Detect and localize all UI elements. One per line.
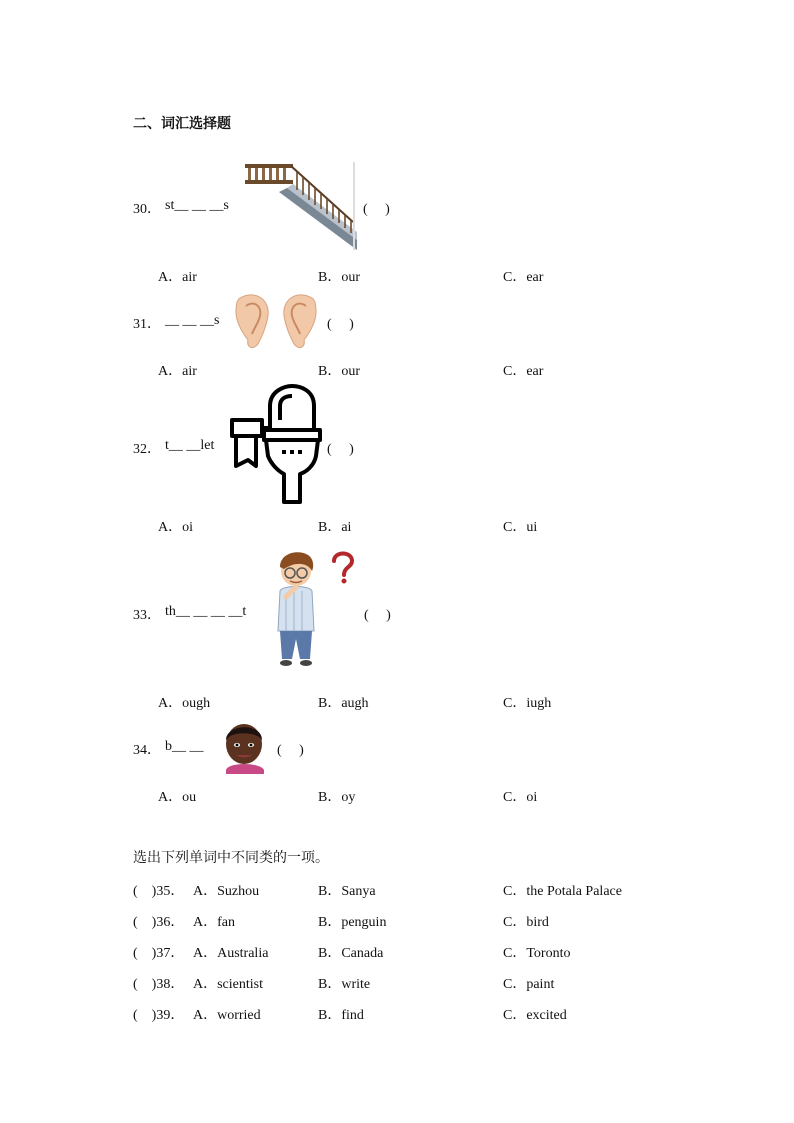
question-stem-30: st__ __ __s	[165, 198, 229, 213]
question-stem-32: t__ __let	[165, 438, 215, 453]
answer-paren-33[interactable]: ( )	[364, 608, 391, 623]
answer-slot-38[interactable]: ( )38．	[133, 977, 185, 992]
option-37-c: C．Toronto	[503, 946, 571, 961]
staircase-image	[245, 162, 357, 252]
answer-paren-34[interactable]: ( )	[277, 743, 304, 758]
option-35-a: A．Suzhou	[193, 884, 260, 899]
question-stem-31: __ __ __s	[165, 313, 220, 328]
answer-paren-30[interactable]: ( )	[363, 202, 390, 217]
option-38-b: B．write	[318, 977, 371, 992]
option-37-a: A．Australia	[193, 946, 269, 961]
option-31-c: C．ear	[503, 364, 544, 379]
option-38-a: A．scientist	[193, 977, 263, 992]
ears-image	[232, 292, 320, 350]
question-number-34: 34．	[133, 743, 161, 758]
answer-slot-37[interactable]: ( )37．	[133, 946, 185, 961]
boy-face-image	[218, 718, 270, 774]
section-title: 二、词汇选择题	[133, 116, 231, 132]
answer-slot-35[interactable]: ( )35．	[133, 884, 185, 899]
answer-paren-32[interactable]: ( )	[327, 442, 354, 457]
option-30-a: A．air	[158, 270, 197, 285]
option-34-c: C．oi	[503, 790, 538, 805]
option-32-c: C．ui	[503, 520, 538, 535]
answer-slot-39[interactable]: ( )39．	[133, 1008, 185, 1023]
option-39-b: B．find	[318, 1008, 364, 1023]
answer-slot-36[interactable]: ( )36．	[133, 915, 185, 930]
option-36-c: C．bird	[503, 915, 549, 930]
option-33-b: B．augh	[318, 696, 369, 711]
question-number-33: 33．	[133, 608, 161, 623]
option-39-c: C．excited	[503, 1008, 567, 1023]
option-36-b: B．penguin	[318, 915, 387, 930]
option-32-a: A．oi	[158, 520, 193, 535]
question-stem-33: th__ __ __ __t	[165, 604, 247, 619]
thinking-boy-image	[268, 547, 360, 673]
toilet-icon	[228, 384, 322, 506]
option-34-a: A．ou	[158, 790, 197, 805]
option-33-a: A．ough	[158, 696, 211, 711]
option-37-b: B．Canada	[318, 946, 384, 961]
option-32-b: B．ai	[318, 520, 352, 535]
option-33-c: C．iugh	[503, 696, 552, 711]
option-31-b: B．our	[318, 364, 360, 379]
option-34-b: B．oy	[318, 790, 356, 805]
part2-instruction: 选出下列单词中不同类的一项。	[133, 850, 329, 866]
question-number-30: 30．	[133, 202, 161, 217]
option-30-c: C．ear	[503, 270, 544, 285]
question-stem-34: b__ __	[165, 739, 204, 754]
option-31-a: A．air	[158, 364, 197, 379]
question-number-31: 31．	[133, 317, 161, 332]
option-36-a: A．fan	[193, 915, 235, 930]
question-number-32: 32．	[133, 442, 161, 457]
option-35-b: B．Sanya	[318, 884, 376, 899]
option-30-b: B．our	[318, 270, 360, 285]
option-39-a: A．worried	[193, 1008, 261, 1023]
option-35-c: C．the Potala Palace	[503, 884, 622, 899]
option-38-c: C．paint	[503, 977, 555, 992]
answer-paren-31[interactable]: ( )	[327, 317, 354, 332]
